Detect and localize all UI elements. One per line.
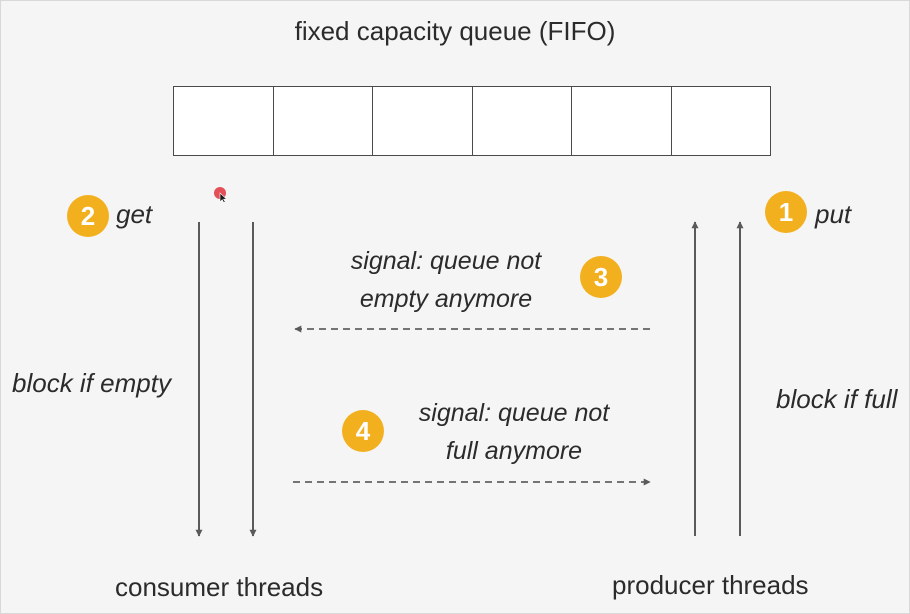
step-3-badge: 3 (580, 256, 622, 298)
block-if-full-label: block if full (776, 384, 898, 414)
put-label: put (815, 199, 852, 229)
block-if-empty-label: block if empty (12, 368, 171, 398)
producer-threads-label: producer threads (612, 570, 809, 600)
consumer-threads-label: consumer threads (115, 572, 324, 602)
diagram-title: fixed capacity queue (FIFO) (294, 16, 616, 46)
step-4-badge: 4 (342, 410, 384, 452)
step-2-badge: 2 (67, 195, 109, 237)
step-1-badge: 1 (765, 191, 807, 233)
signal-not-empty-line1: signal: queue not (350, 247, 542, 275)
mouse-cursor-icon (212, 186, 228, 202)
signal-not-full-line1: signal: queue not (418, 399, 610, 427)
get-label: get (116, 199, 153, 229)
signal-not-full-line2: full anymore (445, 437, 583, 465)
signal-not-empty-line2: empty anymore (359, 285, 533, 313)
